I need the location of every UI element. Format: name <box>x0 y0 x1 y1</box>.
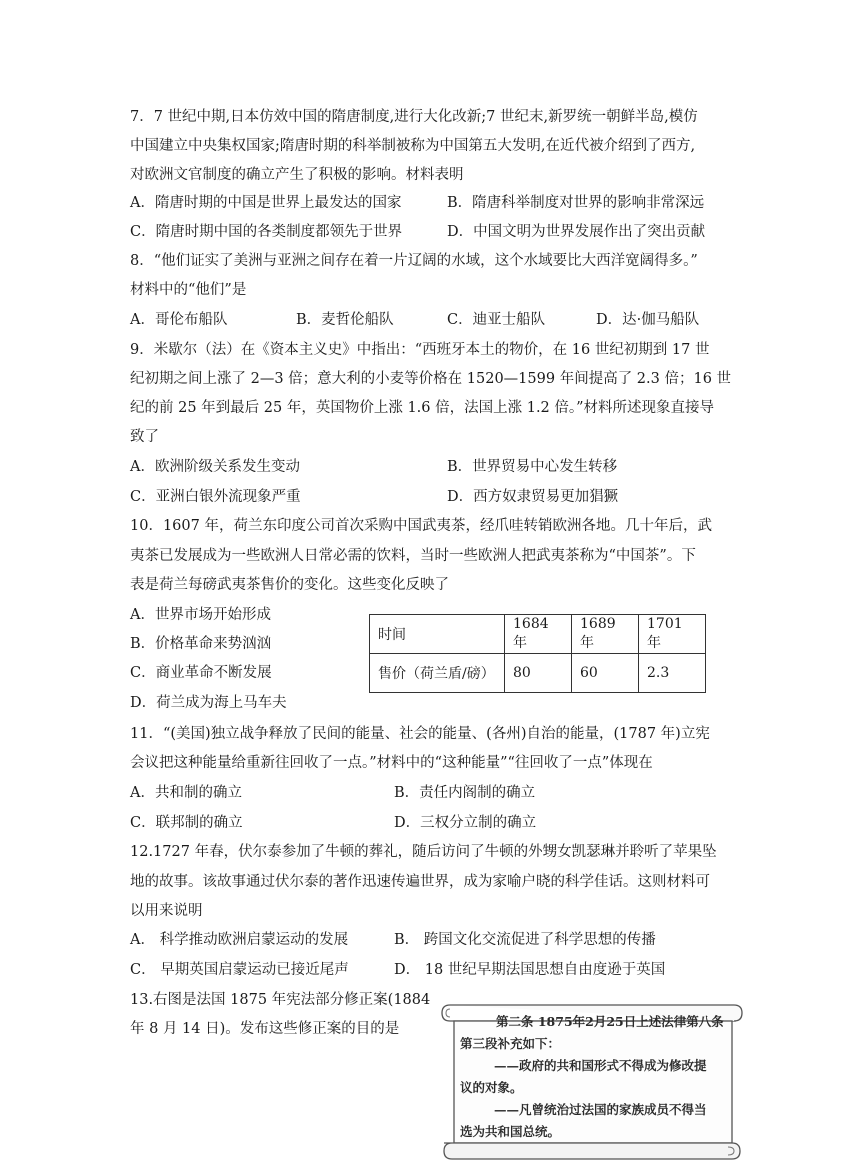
q7-stem-line: 中国建立中央集权国家;隋唐时期的科举制被称为中国第五大发明,在近代被介绍到了西方, <box>130 138 696 154</box>
q10-stem-line: 表是荷兰每磅武夷茶售价的变化。这些变化反映了 <box>130 577 449 593</box>
constitution-amendment-scroll-image <box>440 993 744 1163</box>
table-cell: 80 <box>505 654 572 693</box>
q8-option-d: D．达·伽马船队 <box>596 312 700 328</box>
scroll-line: 第二条 1875年2月25日上述法律第八条 <box>496 1014 724 1029</box>
scroll-line: 第三段补充如下： <box>460 1036 561 1051</box>
q9-stem-line: 致了 <box>130 429 159 445</box>
q8-option-c: C．迪亚士船队 <box>447 312 546 328</box>
q12-stem-line: 以用来说明 <box>130 903 203 919</box>
q12-option-b: B． 跨国文化交流促进了科学思想的传播 <box>394 932 656 948</box>
table-header-cell: 1689 年 <box>572 615 639 654</box>
q9-option-d: D．西方奴隶贸易更加猖獗 <box>447 489 619 505</box>
scroll-text <box>460 1011 728 1143</box>
q8-option-b: B．麦哲伦船队 <box>296 312 394 328</box>
q9-option-c: C．亚洲白银外流现象严重 <box>130 489 301 505</box>
q12-stem-line: 12.1727 年春，伏尔泰参加了牛顿的葬礼，随后访问了牛顿的外甥女凯瑟琳并聆听了苹果坠 <box>130 844 717 860</box>
q7-option-d: D．中国文明为世界发展作出了突出贡献 <box>447 224 706 240</box>
q12-stem-line: 地的故事。该故事通过伏尔泰的著作迅速传遍世界，成为家喻户晓的科学佳话。这则材料可 <box>130 874 710 890</box>
scroll-line: ——凡曾统治过法国的家族成员不得当 <box>494 1102 707 1117</box>
table-cell: 售价（荷兰盾/磅） <box>370 654 505 693</box>
q8-stem-line: 8．“他们证实了美洲与亚洲之间存在着一片辽阔的水域，这个水域要比大西洋宽阔得多。” <box>130 253 698 269</box>
q10-option-a: A．世界市场开始形成 <box>130 607 271 623</box>
scroll-line: ——政府的共和国形式不得成为修改提 <box>494 1058 707 1073</box>
table-header-cell: 时间 <box>370 615 505 654</box>
q11-option-d: D．三权分立制的确立 <box>394 815 537 831</box>
q7-option-a: A．隋唐时期的中国是世界上最发达的国家 <box>130 195 402 211</box>
scroll-line: 议的对象。 <box>460 1080 523 1095</box>
table-header-cell: 1701 年 <box>639 615 706 654</box>
q9-option-b: B．世界贸易中心发生转移 <box>447 459 618 475</box>
tea-price-table <box>369 614 706 693</box>
table-header-cell: 1684 年 <box>505 615 572 654</box>
q10-option-b: B．价格革命来势汹汹 <box>130 636 272 652</box>
q7-stem-line: 对欧洲文官制度的确立产生了积极的影响。材料表明 <box>130 167 464 183</box>
q7-option-c: C．隋唐时期中国的各类制度都领先于世界 <box>130 224 403 240</box>
q13-stem-line: 年 8 月 14 日)。发布这些修正案的目的是 <box>130 1021 400 1037</box>
q11-option-a: A．共和制的确立 <box>130 785 242 801</box>
q8-stem-line: 材料中的“他们”是 <box>130 282 247 298</box>
q10-stem-line: 夷茶已发展成为一些欧洲人日常必需的饮料，当时一些欧洲人把武夷茶称为“中国茶”。下 <box>130 548 696 564</box>
q7-option-b: B．隋唐科举制度对世界的影响非常深远 <box>447 195 705 211</box>
q11-stem-line: 会议把这种能量给重新往回收了一点。”材料中的“这种能量”“往回收了一点”体现在 <box>130 755 653 771</box>
q7-stem-line: 7．7 世纪中期,日本仿效中国的隋唐制度,进行大化改新;7 世纪末,新罗统一朝鲜半岛,模仿 <box>130 109 698 125</box>
q12-option-c: C． 早期英国启蒙运动已接近尾声 <box>130 962 349 978</box>
q9-stem-line: 纪初期之间上涨了 2—3 倍；意大利的小麦等价格在 1520—1599 年间提高了 2.3 倍；16 世 <box>130 371 732 387</box>
q9-option-a: A．欧洲阶级关系发生变动 <box>130 459 300 475</box>
q11-stem-line: 11．“(美国)独立战争释放了民间的能量、社会的能量、(各州)自治的能量，(1787 年)立宪 <box>130 726 710 742</box>
q8-option-a: A．哥伦布船队 <box>130 312 228 328</box>
q11-option-b: B．责任内阁制的确立 <box>394 785 536 801</box>
q10-option-c: C．商业革命不断发展 <box>130 665 272 681</box>
table-row <box>370 615 706 654</box>
table-cell: 60 <box>572 654 639 693</box>
q11-option-c: C．联邦制的确立 <box>130 815 243 831</box>
q10-option-d: D．荷兰成为海上马车夫 <box>130 695 287 711</box>
q13-stem-line: 13.右图是法国 1875 年宪法部分修正案(1884 <box>130 992 431 1008</box>
q10-stem-line: 10．1607 年，荷兰东印度公司首次采购中国武夷茶，经爪哇转销欧洲各地。几十年后，武 <box>130 518 712 534</box>
table-cell: 2.3 <box>639 654 706 693</box>
scroll-line: 选为共和国总统。 <box>460 1124 561 1139</box>
q9-stem-line: 纪的前 25 年到最后 25 年，英国物价上涨 1.6 倍，法国上涨 1.2 倍。”材料所述现象直接导 <box>130 400 715 416</box>
q12-option-a: A． 科学推动欧洲启蒙运动的发展 <box>130 932 349 948</box>
q12-option-d: D． 18 世纪早期法国思想自由度逊于英国 <box>394 962 666 978</box>
q9-stem-line: 9．米歇尔（法）在《资本主义史》中指出：“西班牙本土的物价，在 16 世纪初期到 17 世 <box>130 342 710 358</box>
table-row <box>370 654 706 693</box>
